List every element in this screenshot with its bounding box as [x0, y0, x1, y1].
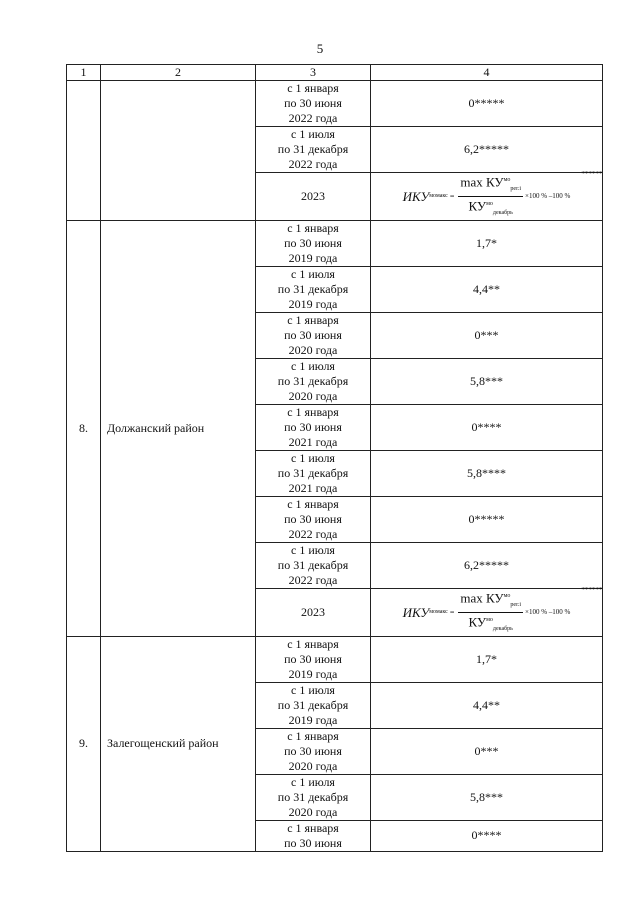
period-cell — [256, 774, 371, 820]
formula-lhs: ИКУ — [402, 604, 430, 620]
formula-sub: рег.i — [510, 601, 522, 608]
index-value: 5,8*** — [371, 358, 603, 404]
period-line: по 31 декабря — [277, 557, 349, 572]
index-value: 6,2***** — [371, 542, 603, 588]
index-value: 0***** — [371, 496, 603, 542]
period-line: по 30 июня — [284, 511, 342, 526]
index-value: 5,8*** — [371, 774, 603, 820]
period-cell — [256, 266, 371, 312]
row-number-cell: 8. — [67, 220, 101, 636]
index-value: 0*** — [371, 312, 603, 358]
index-value: 1,7* — [371, 220, 603, 266]
header-cell: 3 — [256, 65, 371, 81]
formula-sup: мо — [429, 608, 436, 615]
formula-fraction — [458, 173, 523, 220]
formula-den: КУ — [468, 198, 487, 214]
period-line: 2021 года — [288, 480, 338, 495]
period-line: с 1 июля — [291, 450, 335, 465]
tariff-index-table — [66, 64, 603, 852]
table-row — [67, 636, 603, 682]
period-line: по 30 июня — [284, 419, 342, 434]
period-line: 2022 года — [288, 526, 338, 541]
period-line: 2020 года — [288, 388, 338, 403]
index-value: 6,2***** — [371, 127, 603, 173]
formula-den: КУ — [468, 614, 487, 630]
period-cell — [256, 820, 371, 851]
formula-stars: ****** — [581, 170, 603, 178]
period-cell — [256, 450, 371, 496]
formula-sub: рег.i — [510, 185, 522, 192]
index-value: 0***** — [371, 81, 603, 127]
period-line: 2022 года — [288, 111, 338, 125]
period-line: 2019 года — [288, 296, 338, 311]
period-line: по 30 июня — [284, 235, 342, 250]
period-line: с 1 января — [287, 220, 339, 235]
period-line: по 31 декабря — [277, 281, 349, 296]
period-line: по 31 декабря — [277, 697, 349, 712]
row-number-cell: 9. — [67, 636, 101, 851]
period-cell — [256, 127, 371, 173]
formula-fraction — [458, 589, 523, 636]
district-cell — [101, 81, 256, 221]
formula-lhs: ИКУ — [402, 188, 430, 204]
period-line: с 1 января — [287, 81, 339, 95]
index-value: 5,8**** — [371, 450, 603, 496]
period-line: 2019 года — [288, 250, 338, 265]
table-row — [67, 220, 603, 266]
period-line: по 30 июня — [284, 743, 342, 758]
formula-sub: макс — [435, 192, 448, 199]
formula-sup: мо — [503, 592, 511, 599]
period-cell — [256, 496, 371, 542]
period-line: с 1 июля — [291, 682, 335, 697]
period-line: 2019 года — [288, 666, 338, 681]
period-line: с 1 июля — [291, 266, 335, 281]
period-cell: 2023 — [256, 588, 371, 636]
formula-cell — [371, 170, 603, 221]
district-cell: Залегощенский район — [101, 636, 256, 851]
header-cell: 1 — [67, 65, 101, 81]
formula-num: max КУ — [460, 590, 504, 606]
period-cell — [256, 404, 371, 450]
formula-sub: декабрь — [492, 625, 513, 632]
period-line: 2022 года — [288, 157, 338, 171]
period-line: с 1 июля — [291, 358, 335, 373]
period-line: 2020 года — [288, 804, 338, 819]
period-cell: 2023 — [256, 173, 371, 221]
formula-sub: декабрь — [492, 209, 513, 216]
period-line: 2022 года — [288, 572, 338, 587]
period-line: с 1 января — [287, 728, 339, 743]
period-line: по 31 декабря — [277, 142, 349, 156]
formula-sup: мо — [486, 200, 493, 207]
district-cell: Должанский район — [101, 220, 256, 636]
period-line: 2021 года — [288, 434, 338, 449]
period-line: с 1 января — [287, 404, 339, 419]
period-line: 2020 года — [288, 758, 338, 773]
formula-sup: мо — [503, 177, 511, 183]
index-formula — [402, 585, 603, 636]
period-line: 2019 года — [288, 712, 338, 727]
period-cell — [256, 682, 371, 728]
formula-eq: = — [449, 191, 455, 201]
table-row — [67, 81, 603, 127]
period-line: по 31 декабря — [277, 373, 349, 388]
header-cell: 2 — [101, 65, 256, 81]
period-line: по 30 июня — [284, 835, 342, 850]
page-number: 5 — [316, 41, 324, 56]
formula-eq: = — [449, 607, 455, 617]
formula-sub: макс — [435, 608, 448, 615]
period-line: с 1 января — [287, 636, 339, 651]
table-header-row — [67, 65, 603, 81]
period-cell — [256, 81, 371, 127]
period-line: по 30 июня — [284, 327, 342, 342]
formula-cell — [371, 585, 603, 636]
index-value: 4,4** — [371, 266, 603, 312]
period-line: с 1 июля — [291, 542, 335, 557]
period-cell — [256, 220, 371, 266]
period-cell — [256, 636, 371, 682]
period-cell — [256, 728, 371, 774]
formula-sup: мо — [486, 616, 493, 623]
period-line: 2020 года — [288, 342, 338, 357]
period-line: с 1 июля — [291, 127, 335, 141]
formula-num: max КУ — [460, 174, 504, 190]
period-line: с 1 января — [287, 496, 339, 511]
index-formula — [402, 170, 603, 220]
formula-sup: мо — [429, 192, 436, 199]
row-number-cell — [67, 81, 101, 221]
period-line: по 30 июня — [284, 651, 342, 666]
formula-stars: ****** — [581, 585, 603, 594]
period-line: по 31 декабря — [277, 789, 349, 804]
index-value: 0**** — [371, 820, 603, 851]
formula-tail: ×100 % –100 % — [525, 191, 571, 200]
index-value: 0*** — [371, 728, 603, 774]
period-cell — [256, 358, 371, 404]
period-line: по 31 декабря — [277, 465, 349, 480]
period-cell — [256, 542, 371, 588]
period-cell — [256, 312, 371, 358]
header-cell: 4 — [371, 65, 603, 81]
period-line: с 1 января — [287, 312, 339, 327]
index-value: 0**** — [371, 404, 603, 450]
formula-tail: ×100 % –100 % — [525, 607, 571, 616]
period-line: с 1 июля — [291, 774, 335, 789]
index-value: 4,4** — [371, 682, 603, 728]
index-value: 1,7* — [371, 636, 603, 682]
period-line: с 1 января — [287, 820, 339, 835]
period-line: по 30 июня — [284, 96, 342, 110]
